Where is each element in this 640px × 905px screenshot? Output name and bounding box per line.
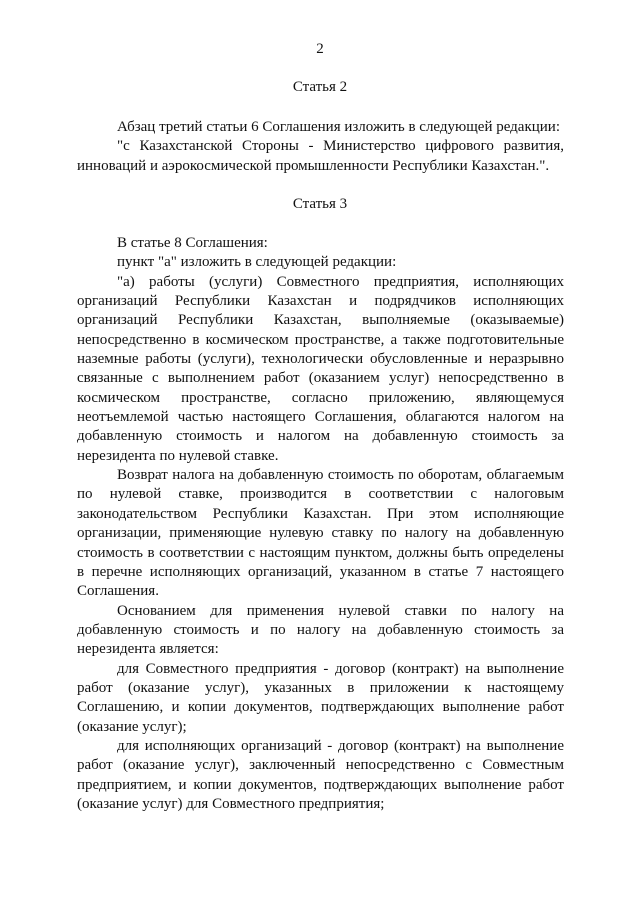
article-3-paragraph: пункт "а" изложить в следующей редакции: [117,254,397,271]
article-2-paragraph: "с Казахстанской Стороны - Министерство цифрового развития, инноваций и аэрокосмической промышленности Республики Казахстан.". [77,138,564,174]
article-3-paragraph: для Совместного предприятия - договор (контракт) на выполнение работ (оказание услуг), указанных в приложении к настоящему Соглашению, и копии документов, подтверждающих выполнение работ (оказание услуг); [77,660,564,735]
article-3-paragraph: "а) работы (услуги) Совместного предприятия, исполняющих организаций Республики Казахстан и подрядчиков исполняющих организаций Республики Казахстан, выполняемые (оказываемые) непосредственно в космическом пространстве, а также подготовительные наземные работы (услуги), технологически обусловленные и неразрывно связанные с выполнением работ (оказанием услуг) непосредственно в космическом пространстве, согласно приложению, являющемуся неотъемлемой частью настоящего Соглашения, облагаются налогом на добавленную стоимость и налогом на добавленную стоимость за нерезидента по нулевой ставке. [77,273,564,464]
article-2-body [77,118,564,176]
page-number: 2 [316,41,324,57]
article-3-paragraph: для исполняющих организаций - договор (контракт) на выполнение работ (оказание услуг), заключенный непосредственно с Совместным предприятием, и копии документов, подтверждающих выполнение работ (оказание услуг) для Совместного предприятия; [77,737,564,812]
article-3-paragraph: Основанием для применения нулевой ставки по налогу на добавленную стоимость и по налогу на добавленную стоимость за нерезидента является: [77,602,564,658]
article-2-paragraph: Абзац третий статьи 6 Соглашения изложить в следующей редакции: [117,119,561,135]
article-3-title: Статья 3 [292,196,348,212]
article-3-paragraph: В статье 8 Соглашения: [117,235,268,251]
article-3-paragraph: Возврат налога на добавленную стоимость по оборотам, облагаемым по нулевой ставке, производится в соответствии с налоговым законодательством Республики Казахстан. При этом исполняющие организации, применяющие нулевую ставку по налогу на добавленную стоимость в соответствии с настоящим пунктом, должны быть определены в перечне исполняющих организаций, указанном в статье 7 настоящего Соглашения. [77,467,564,600]
article-2-title: Статья 2 [292,79,348,95]
article-3-body [77,234,564,814]
